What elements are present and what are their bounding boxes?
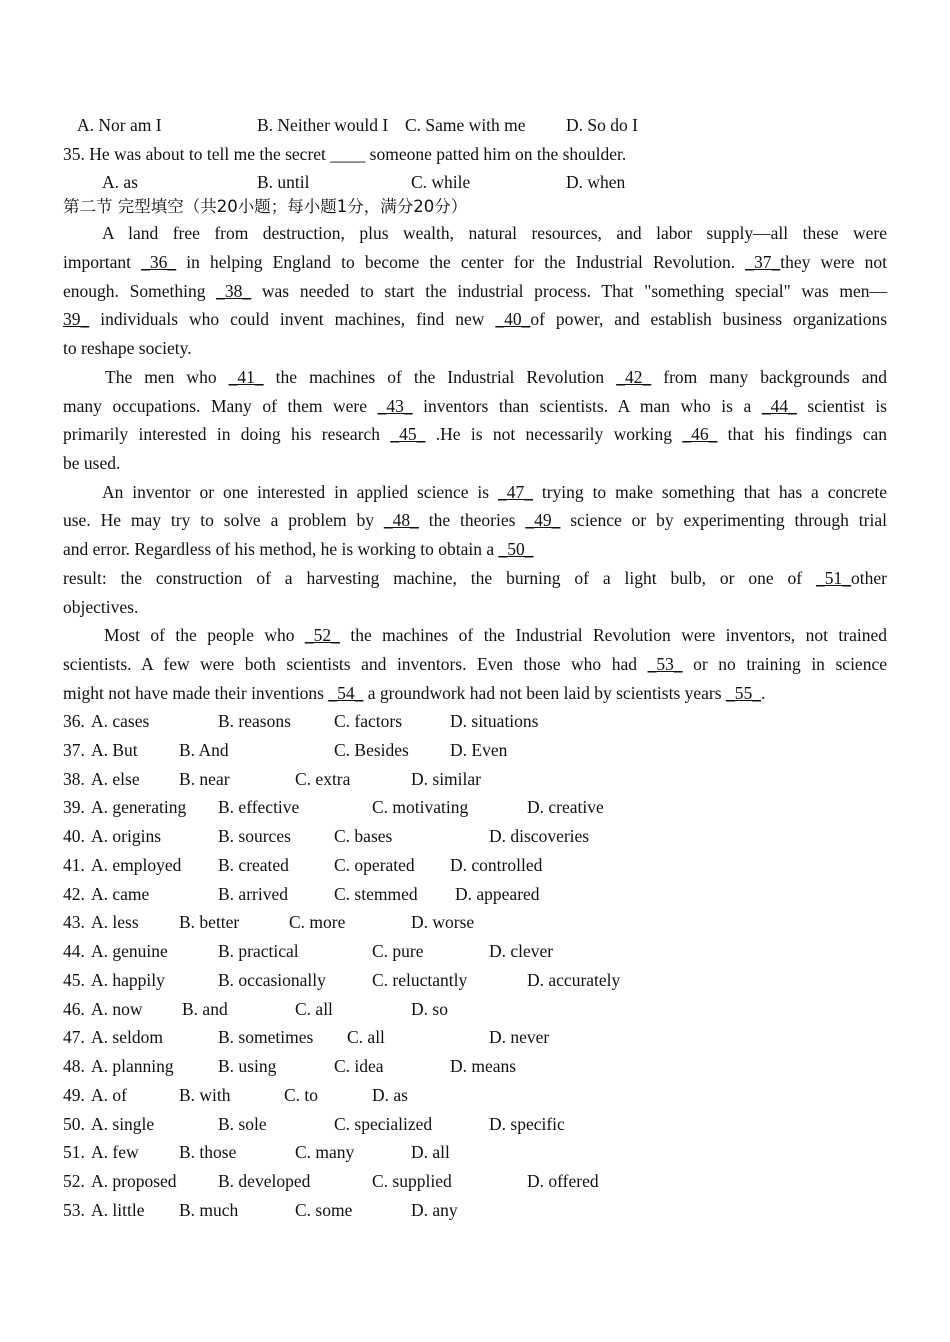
option-c: C. to <box>284 1084 319 1105</box>
option-b: B. sometimes <box>218 1027 314 1048</box>
passage-line: many occupations. Many of them were _43_ inventors than scientists. A man who is a _44_ scientist is <box>63 396 887 416</box>
blank-40: _40_ <box>495 309 531 329</box>
blank-38: _38_ <box>216 281 252 301</box>
blank-42: _42_ <box>616 367 652 387</box>
question-number: 43. <box>63 912 85 933</box>
passage-line: enough. Something _38_ was needed to start the industrial process. That "something special" was men— <box>63 281 887 301</box>
passage-line: result: the construction of a harvesting machine, the burning of a light bulb, or one of _51_other <box>63 568 887 588</box>
option-c: C. factors <box>334 711 403 731</box>
option-d: D. similar <box>411 768 481 789</box>
question-number: 51. <box>63 1142 85 1163</box>
option-b: B. reasons <box>218 711 291 731</box>
blank-53: _53_ <box>647 654 683 674</box>
option-d: D. accurately <box>527 969 621 990</box>
option-d: D. So do I <box>566 115 638 135</box>
option-d: D. controlled <box>450 854 543 875</box>
passage-line: An inventor or one interested in applied science is _47_ trying to make something that has a concrete <box>102 482 887 502</box>
question-number: 50. <box>63 1113 85 1134</box>
passage-line: The men who _41_ the machines of the Industrial Revolution _42_ from many backgrounds and <box>105 367 887 387</box>
option-d: D. situations <box>450 711 539 731</box>
option-a: A. else <box>91 768 140 789</box>
option-d: D. discoveries <box>489 826 590 846</box>
blank-37: _37_ <box>745 252 781 272</box>
question-number: 38. <box>63 768 85 789</box>
question-number: 36. <box>63 711 85 731</box>
question-number: 39. <box>63 797 85 818</box>
option-d: D. when <box>566 172 626 192</box>
option-d: D. creative <box>527 797 604 818</box>
option-a: A. of <box>91 1084 127 1105</box>
option-a: A. generating <box>91 797 187 818</box>
option-b: B. with <box>179 1084 231 1105</box>
option-d: D. means <box>450 1056 517 1076</box>
question-number: 52. <box>63 1171 85 1191</box>
option-a: A. seldom <box>91 1027 163 1048</box>
question-number: 53. <box>63 1199 85 1220</box>
question-number: 37. <box>63 739 85 760</box>
option-d: D. as <box>372 1084 408 1105</box>
question-number: 48. <box>63 1056 85 1076</box>
option-c: C. pure <box>372 941 424 961</box>
question-number: 44. <box>63 941 85 961</box>
option-c: C. stemmed <box>334 883 418 904</box>
blank-54: _54_ <box>328 683 364 703</box>
option-b: B. And <box>179 739 229 760</box>
option-c: C. Same with me <box>405 115 526 135</box>
passage-line: Most of the people who _52_ the machines of the Industrial Revolution were inventors, not trained <box>104 625 887 645</box>
option-c: C. many <box>295 1142 355 1163</box>
option-d: D. all <box>411 1142 450 1163</box>
option-a: A. came <box>91 883 150 904</box>
option-c: C. all <box>347 1027 385 1048</box>
option-b: B. created <box>218 854 289 875</box>
blank-47: _47_ <box>497 482 533 502</box>
option-c: C. more <box>289 912 346 933</box>
option-d: D. offered <box>527 1171 599 1191</box>
option-a: A. origins <box>91 826 161 846</box>
option-d: D. worse <box>411 912 475 933</box>
option-a: A. But <box>91 739 138 760</box>
option-b: B. Neither would I <box>257 115 389 135</box>
option-c: C. supplied <box>372 1171 452 1191</box>
option-d: D. any <box>411 1199 458 1220</box>
passage-line: 39_ individuals who could invent machines, find new _40_of power, and establish business organizations <box>63 309 888 329</box>
question-number: 47. <box>63 1027 85 1048</box>
option-b: B. sources <box>218 826 291 846</box>
option-a: A. genuine <box>91 941 168 961</box>
question-number: 45. <box>63 969 85 990</box>
passage-line: primarily interested in doing his research _45_ .He is not necessarily working _46_ that his findings can <box>63 424 887 444</box>
blank-51: _51_ <box>816 568 852 588</box>
option-b: B. effective <box>218 797 300 818</box>
option-a: A. little <box>91 1199 145 1220</box>
blank-41: _41_ <box>228 367 264 387</box>
option-a: A. Nor am I <box>77 115 162 135</box>
passage-line: objectives. <box>63 597 139 617</box>
option-a: A. as <box>102 172 138 192</box>
passage-line: to reshape society. <box>63 338 192 358</box>
option-a: A. happily <box>91 969 165 990</box>
option-a: A. cases <box>91 711 150 731</box>
blank-36: _36_ <box>141 252 177 272</box>
passage-line: use. He may try to solve a problem by _48_ the theories _49_ science or by experimenting through trial <box>63 510 887 530</box>
passage-line: be used. <box>63 453 121 473</box>
option-a: A. planning <box>91 1056 174 1076</box>
option-a: A. now <box>91 998 143 1019</box>
question-number: 41. <box>63 854 85 875</box>
option-b: B. much <box>179 1199 239 1220</box>
option-a: A. employed <box>91 854 182 875</box>
question-number: 42. <box>63 883 85 904</box>
option-c: C. specialized <box>334 1113 433 1134</box>
option-b: B. developed <box>218 1171 311 1191</box>
option-b: B. until <box>257 172 310 192</box>
passage-line: A land free from destruction, plus wealth, natural resources, and labor supply—all these were <box>102 223 887 243</box>
blank-45: _45_ <box>390 424 426 444</box>
option-b: B. and <box>182 998 228 1019</box>
option-c: C. extra <box>295 768 351 789</box>
option-a: A. single <box>91 1113 155 1134</box>
passage-line: scientists. A few were both scientists and inventors. Even those who had _53_ or no training in science <box>63 654 887 674</box>
option-c: C. operated <box>334 854 415 875</box>
option-b: B. near <box>179 768 230 789</box>
question-number: 49. <box>63 1084 85 1105</box>
blank-46: _46_ <box>682 424 718 444</box>
option-a: A. few <box>91 1142 139 1163</box>
blank-39: 39_ <box>63 309 90 329</box>
option-d: D. clever <box>489 941 554 961</box>
option-b: B. those <box>179 1142 237 1163</box>
blank-50: _50_ <box>498 539 534 559</box>
blank-43: _43_ <box>377 396 413 416</box>
blank-44: _44_ <box>761 396 797 416</box>
option-c: C. all <box>295 998 333 1019</box>
option-b: B. using <box>218 1056 277 1076</box>
option-c: C. some <box>295 1199 353 1220</box>
option-c: C. reluctantly <box>372 969 468 990</box>
option-b: B. occasionally <box>218 969 326 990</box>
option-c: C. while <box>411 172 471 192</box>
option-d: D. Even <box>450 739 508 760</box>
option-b: B. arrived <box>218 883 288 904</box>
option-d: D. so <box>411 998 448 1019</box>
passage-line: important _36_ in helping England to become the center for the Industrial Revolution. _37_they were not <box>63 252 887 272</box>
blank-52: _52_ <box>304 625 340 645</box>
blank-55: _55_ <box>725 683 761 703</box>
option-c: C. idea <box>334 1056 384 1076</box>
option-b: B. sole <box>218 1113 267 1134</box>
option-a: A. less <box>91 912 139 933</box>
passage-line: might not have made their inventions _54_ a groundwork had not been laid by scientists years _55_. <box>63 683 766 703</box>
option-a: A. proposed <box>91 1171 177 1191</box>
section-title: 第二节 完型填空（共20小题；每小题1分，满分20分） <box>63 197 468 216</box>
passage-line: and error. Regardless of his method, he is working to obtain a _50_ <box>63 539 534 559</box>
option-d: D. appeared <box>455 883 540 904</box>
option-d: D. specific <box>489 1113 565 1134</box>
blank-49: _49_ <box>525 510 561 530</box>
option-b: B. practical <box>218 941 299 961</box>
option-c: C. Besides <box>334 739 409 760</box>
blank-48: _48_ <box>383 510 419 530</box>
option-c: C. motivating <box>372 797 469 818</box>
option-d: D. never <box>489 1027 550 1048</box>
q35-stem: 35. He was about to tell me the secret ____ someone patted him on the shoulder. <box>63 144 627 164</box>
question-number: 40. <box>63 826 85 846</box>
option-b: B. better <box>179 912 240 933</box>
question-number: 46. <box>63 998 85 1019</box>
option-c: C. bases <box>334 826 393 846</box>
